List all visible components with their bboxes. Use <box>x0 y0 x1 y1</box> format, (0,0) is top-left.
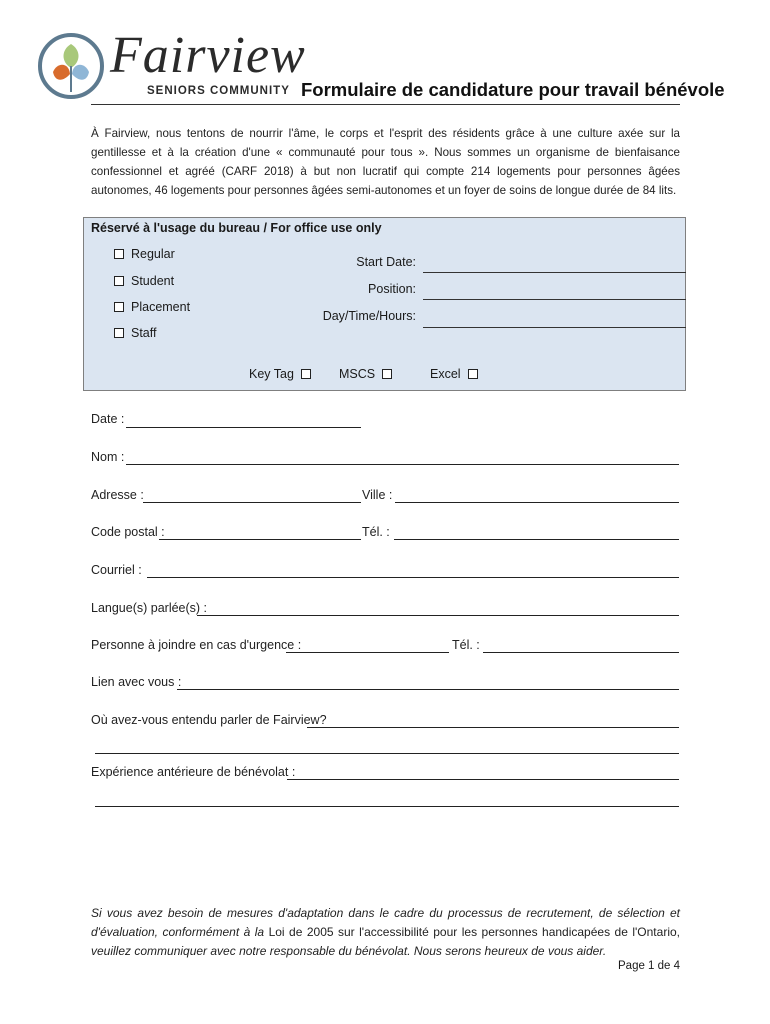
relationship-field[interactable] <box>177 689 679 690</box>
checkbox-label: MSCS <box>339 367 376 381</box>
checkbox-label: Excel <box>430 367 461 381</box>
date-field[interactable] <box>126 427 361 428</box>
checkbox-label: Staff <box>131 326 157 340</box>
intro-paragraph: À Fairview, nous tentons de nourrir l'âme, le corps et l'esprit des résidents grâce à une culture axée sur la gentillesse et à la création d'une « communauté pour tous ». Nous sommes un organisme de bienfaisance confessionnel et agréé (CARF 2018) à but non lucratif qui compte 214 logements pour personnes âgées autonomes, 46 logements pour personnes âgées semi-autonomes et un foyer de soins de longue durée de 84 lits. <box>91 127 680 197</box>
checkbox-student[interactable] <box>114 274 174 288</box>
start-date-field[interactable] <box>423 272 686 273</box>
checkbox-label: Key Tag <box>249 367 294 381</box>
address-field[interactable] <box>143 502 361 503</box>
city-label: Ville : <box>362 488 393 502</box>
checkbox-mscs[interactable] <box>339 367 392 381</box>
emergency-phone-field[interactable] <box>483 652 679 653</box>
hours-field[interactable] <box>423 327 686 328</box>
logo-wordmark: Fairview <box>110 27 306 84</box>
checkbox-icon[interactable] <box>114 276 124 286</box>
address-label: Adresse : <box>91 488 144 502</box>
checkbox-label: Placement <box>131 300 191 314</box>
experience-field-line-2[interactable] <box>95 806 679 807</box>
position-field[interactable] <box>423 299 686 300</box>
name-field[interactable] <box>126 464 679 465</box>
office-use-title: Réservé à l'usage du bureau / For office use only <box>91 221 382 235</box>
emergency-contact-field[interactable] <box>286 652 449 653</box>
referral-source-field[interactable] <box>307 727 679 728</box>
page-number: Page 1 de 4 <box>618 960 681 972</box>
languages-field[interactable] <box>197 615 679 616</box>
start-date-label: Start Date: <box>356 255 416 269</box>
checkbox-icon[interactable] <box>301 369 311 379</box>
checkbox-icon[interactable] <box>114 249 124 259</box>
phone-field[interactable] <box>394 539 679 540</box>
name-label: Nom : <box>91 450 125 464</box>
page-title: Formulaire de candidature pour travail bénévole <box>301 79 725 100</box>
checkbox-staff[interactable] <box>114 326 156 340</box>
note-part-1: Si vous avez besoin de mesures d'adaptation dans le cadre du processus de recrutement, de sélection et d'évaluation, conformément à la <box>91 906 680 939</box>
checkbox-regular[interactable] <box>114 247 175 261</box>
hours-label: Day/Time/Hours: <box>322 309 416 323</box>
logo-subtitle: SENIORS COMMUNITY <box>147 85 290 97</box>
checkbox-excel[interactable] <box>430 367 478 381</box>
position-label: Position: <box>368 282 416 296</box>
phone-label: Tél. : <box>362 525 390 539</box>
checkbox-icon[interactable] <box>114 328 124 338</box>
email-field[interactable] <box>147 577 679 578</box>
checkbox-label: Regular <box>131 247 175 261</box>
checkbox-icon[interactable] <box>382 369 392 379</box>
experience-label: Expérience antérieure de bénévolat : <box>91 765 296 779</box>
postal-code-label: Code postal : <box>91 525 165 539</box>
checkbox-icon[interactable] <box>468 369 478 379</box>
postal-code-field[interactable] <box>159 539 361 540</box>
accessibility-note <box>91 904 680 961</box>
checkbox-key-tag[interactable] <box>249 367 311 381</box>
fairview-logo-mark <box>37 32 105 100</box>
emergency-phone-label: Tél. : <box>452 638 480 652</box>
checkbox-label: Student <box>131 274 175 288</box>
email-label: Courriel : <box>91 563 142 577</box>
referral-source-field-line-2[interactable] <box>95 753 679 754</box>
note-law: Loi de 2005 sur l'accessibilité pour les personnes handicapées de l'Ontario, <box>268 925 680 939</box>
experience-field[interactable] <box>287 779 679 780</box>
relationship-label: Lien avec vous : <box>91 675 182 689</box>
date-label: Date : <box>91 412 125 426</box>
title-divider <box>91 104 680 105</box>
languages-label: Langue(s) parlée(s) : <box>91 601 208 615</box>
checkbox-icon[interactable] <box>114 302 124 312</box>
referral-source-label: Où avez-vous entendu parler de Fairview? <box>91 713 327 727</box>
emergency-contact-label: Personne à joindre en cas d'urgence : <box>91 638 302 652</box>
city-field[interactable] <box>395 502 679 503</box>
checkbox-placement[interactable] <box>114 300 190 314</box>
note-part-2: veuillez communiquer avec notre responsable du bénévolat. Nous serons heureux de vous aider. <box>91 944 607 958</box>
